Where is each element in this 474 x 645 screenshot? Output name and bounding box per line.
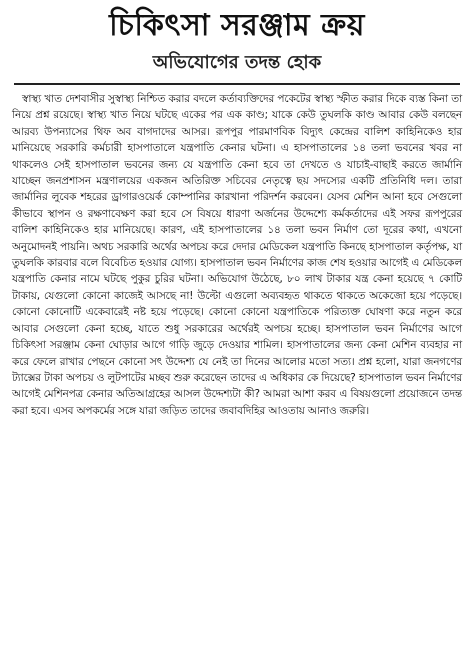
- article-body: [12, 91, 462, 419]
- divider: [14, 83, 460, 85]
- subheadline: অভিযোগের তদন্ত হোক: [152, 52, 322, 73]
- headline: চিকিৎসা সরঞ্জাম ক্রয়: [109, 8, 365, 43]
- article-paragraph: স্বাস্থ্য খাত দেশবাসীর সুস্বাস্থ্য নিশ্চিত করার বদলে কর্তাব্যক্তিদের পকেটের স্বাস্থ্য স্ফীত করার দিকে ব্যস্ত কিনা তা নিয়ে প্রশ্ন রয়েছে। স্বাস্থ্য খাত নিয়ে ঘটছে একের পর এক কাণ্ড; যাকে কেউ তুঘলকি কাণ্ড আবার কেউ বলছেন আরব্য উপন্যাসের থিফ অব বাগদাদের আসর। রূপপুর পারমাণবিক বিদ্যুৎ কেন্দ্রের বালিশ কাহিনিকেও হার মানিয়েছে সরকারি কর্মচারী হাসপাতালে যন্ত্রপাতি কেনার ঘটনা। এ হাসপাতালের ১৪ তলা ভবনের খবর না থাকলেও সেই হাসপাতাল ভবনের জন্য যে যন্ত্রপাতি কেনা হবে তা দেখতে ও যাচাই-বাছাই করতে জার্মানি যাচ্ছেন জনপ্রশাসন মন্ত্রণালয়ের একজন অতিরিক্ত সচিবের নেতৃত্বে ছয় সদস্যের একটি প্রতিনিধি দল। তারা জার্মানির লুবেক শহরের ড্রাগারওয়ের্ক কোম্পানির কারখানা পরিদর্শন করবেন। যেসব মেশিন আনা হবে সেগুলো কীভাবে স্থাপন ও রক্ষণাবেক্ষণ করা হবে সে বিষয়ে ধারণা অর্জনের উদ্দেশ্যে কর্মকর্তাদের এই সফর রূপপুরের বালিশ কাহিনিকেও হার মানিয়েছে। কারণ, এই হাসপাতালের ১৪ তলা ভবন নির্মাণ তো দূরের কথা, এখনো অনুমোদনই পায়নি। অথচ সরকারি অর্থের অপচয় করে দেদার মেডিকেল যন্ত্রপাতি কিনছে হাসপাতাল কর্তৃপক্ষ, যা তুঘলকি কারবার বলে বিবেচিত হওয়ার যোগ্য। হাসপাতাল ভবন নির্মাণের কাজ শেষ হওয়ার আগেই এ মেডিকেল যন্ত্রপাতি কেনার নামে ঘটছে পুকুর চুরির ঘটনা। অভিযোগ উঠেছে, ৮০ লাখ টাকার যন্ত্র কেনা হয়েছে ৭ কোটি টাকায়, যেগুলো কোনো কাজেই আসছে না! উল্টো এগুলো অব্যবহৃত থাকতে থাকতে অকেজো হয়ে পড়েছে। কোনো কোনোটি একেবারেই নষ্ট হয়ে পড়েছে। কোনো কোনো যন্ত্রপাতিকে পরিত্যক্ত ঘোষণা করে নতুন করে আবার সেগুলো কেনা হচ্ছে, যাতে শুধু সরকারের অর্থেরই অপচয় হচ্ছে। হাসপাতাল ভবন নির্মাণের আগে চিকিৎসা সরঞ্জাম কেনা ঘোড়ার আগে গাড়ি জুড়ে দেওয়ার শামিল। হাসপাতালের জন্য কেনা মেশিন ব্যবহার না করে ফেলে রাখার পেছনে কোনো সৎ উদ্দেশ্য যে নেই তা দিনের আলোর মতো সত্য। প্রশ্ন হলো, যারা জনগণের ট্যাক্সের টাকা অপচয় ও লুটপাটের মচ্ছব শুরু করেছেন তাদের এ অধিকার কে দিয়েছে? হাসপাতাল ভবন নির্মাণের আগেই মেশিনপত্র কেনার অতিআগ্রহের আসল উদ্দেশ্যটা কী? আমরা আশা করব এ বিষয়গুলো প্রয়োজনে তদন্ত করা হবে। এসব অপকর্মের সঙ্গে যারা জড়িত তাদের জবাবদিহির আওতায় আনাও জরুরি।: [12, 93, 462, 417]
